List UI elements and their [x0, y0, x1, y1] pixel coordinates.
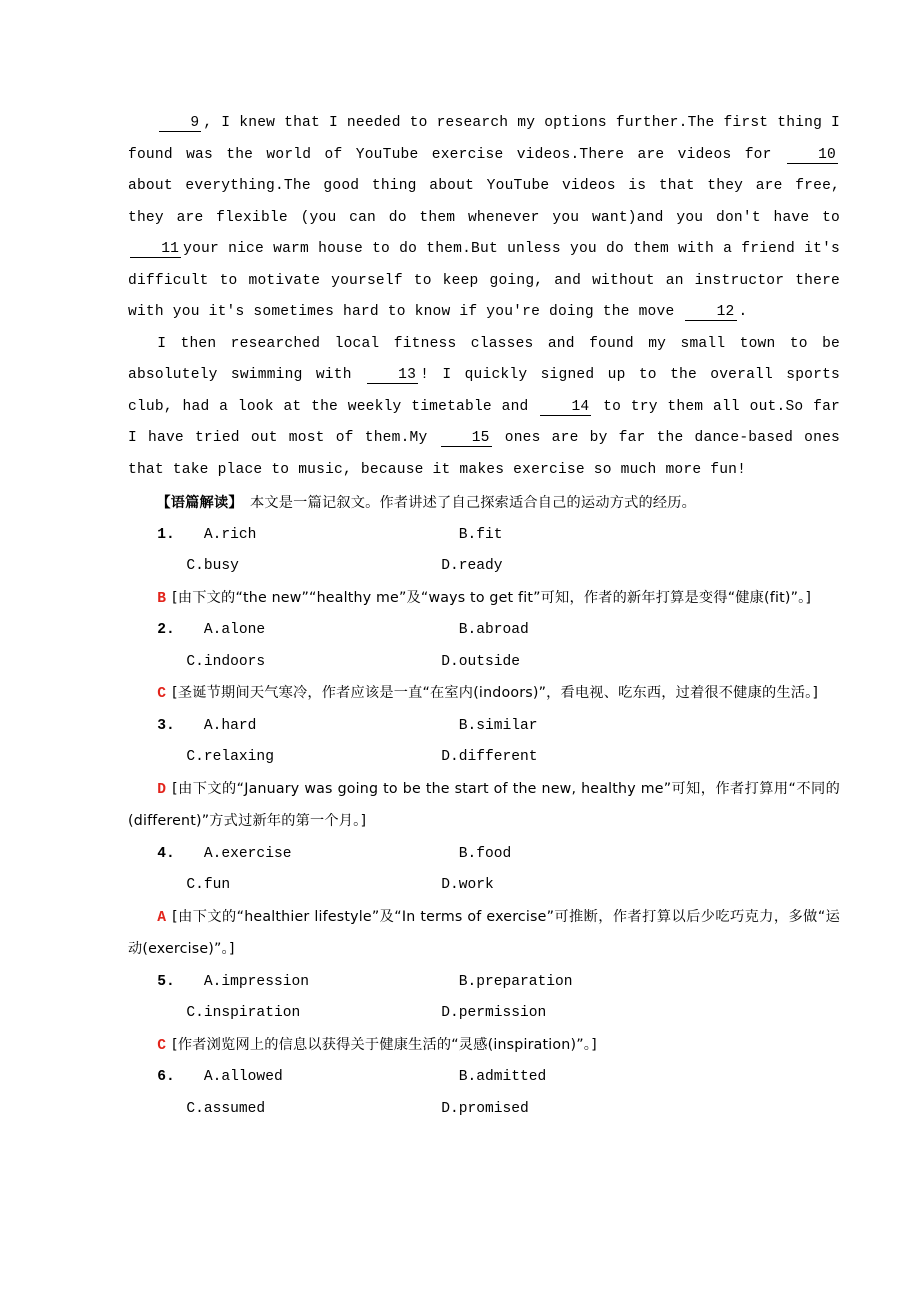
blank-10: 10	[787, 147, 838, 164]
question-3-options-row-2	[128, 742, 840, 774]
question-1-explanation: [由下文的“the new”“healthy me”及“ways to get fit”可知，作者的新年打算是变得“健康(fit)”。]	[172, 589, 812, 606]
question-2-option-d[interactable]: D.outside	[441, 653, 521, 670]
question-1-option-c[interactable]: C.busy	[186, 558, 239, 574]
question-6-options-row-2	[128, 1094, 840, 1126]
question-4-options-row-2	[128, 870, 840, 902]
question-1-option-a[interactable]: A.rich	[203, 526, 257, 543]
question-1-answer-block	[128, 583, 840, 616]
question-3-options-row-1	[128, 711, 840, 743]
question-2-answer-block	[128, 678, 840, 711]
question-1-answer: B	[157, 590, 167, 607]
blank-15: 15	[441, 430, 492, 447]
question-1-option-b[interactable]: B.fit	[458, 526, 503, 543]
passage-paragraph-2	[128, 329, 840, 487]
question-2-option-b[interactable]: B.abroad	[458, 622, 529, 638]
question-6-option-d[interactable]: D.promised	[441, 1100, 529, 1117]
passage-analysis	[128, 488, 840, 520]
question-2-explanation: [圣诞节期间天气寒冷，作者应该是一直“在室内(indoors)”，看电视、吃东西，过着很不健康的生活。]	[172, 685, 819, 701]
passage-text-2a: I then researched local fitness classes and found my small town to be absolutely swimming with	[128, 335, 840, 383]
blank-14: 14	[540, 399, 591, 416]
question-6-option-a[interactable]: A.allowed	[203, 1069, 283, 1085]
question-2-number: 2.	[157, 622, 175, 638]
question-3-option-c[interactable]: C.relaxing	[186, 749, 274, 765]
question-4-answer: A	[157, 909, 167, 926]
blank-9: 9	[159, 115, 201, 132]
passage-text-1c: your nice warm house to do them.But unless you do them with a friend it's difficult to motivate yourself to keep going, and without an instructor there with you it's sometimes hard to know if you're doing the move	[128, 241, 840, 320]
question-4-explanation: [由下文的“healthier lifestyle”及“In terms of exercise”可推断，作者打算以后少吃巧克力，多做“运动(exercise)”。]	[128, 908, 840, 957]
question-4-options-row-1	[128, 839, 840, 871]
question-5-answer: C	[157, 1037, 167, 1054]
blank-12: 12	[685, 304, 736, 321]
question-5-options-row-2	[128, 998, 840, 1030]
question-2-options-row-1	[128, 615, 840, 647]
question-3-answer-block	[128, 774, 840, 839]
question-5-option-d[interactable]: D.permission	[441, 1005, 547, 1021]
question-6-option-b[interactable]: B.admitted	[458, 1069, 547, 1085]
question-5-options-row-1	[128, 967, 840, 999]
question-5-number: 5.	[157, 973, 175, 990]
question-4-number: 4.	[157, 845, 175, 862]
analysis-text: 本文是一篇记叙文。作者讲述了自己探索适合自己的运动方式的经历。	[250, 495, 697, 511]
question-1-number: 1.	[157, 526, 175, 543]
question-3-option-d[interactable]: D.different	[441, 749, 538, 765]
question-2-option-c[interactable]: C.indoors	[186, 653, 266, 670]
question-5-explanation: [作者浏览网上的信息以获得关于健康生活的“灵感(inspiration)”。]	[172, 1036, 597, 1053]
question-2-answer: C	[157, 686, 167, 702]
question-1-options-row-2	[128, 551, 840, 583]
passage-paragraph-1	[128, 108, 840, 329]
passage-text-1a: , I knew that I needed to research my options further.The first thing I found was the world of YouTube exercise videos.There are videos for	[128, 115, 840, 163]
question-2-option-a[interactable]: A.alone	[203, 622, 266, 638]
question-4-answer-block	[128, 902, 840, 967]
question-3-explanation: [由下文的“January was going to be the start of the new, healthy me”可知，作者打算用“不同的(different)”方式过新年的第一个月。]	[128, 780, 840, 829]
question-5-option-c[interactable]: C.inspiration	[186, 1005, 301, 1021]
question-4-option-a[interactable]: A.exercise	[203, 845, 292, 862]
blank-11: 11	[130, 241, 181, 258]
question-4-option-b[interactable]: B.food	[458, 845, 512, 862]
question-5-answer-block	[128, 1030, 840, 1063]
blank-13: 13	[367, 367, 418, 384]
question-6-option-c[interactable]: C.assumed	[186, 1100, 266, 1117]
passage-text-2c: to try them all out.So far I have tried out most of them.My	[128, 398, 840, 446]
question-4-option-d[interactable]: D.work	[441, 877, 494, 893]
question-3-number: 3.	[157, 717, 175, 734]
passage-text-1b: about everything.The good thing about YouTube videos is that they are free, they are flexible (you can do them whenever you want)and you don't have to	[128, 178, 840, 226]
question-3-answer: D	[157, 781, 167, 798]
question-4-option-c[interactable]: C.fun	[186, 877, 231, 893]
passage-text-2b: ! I quickly signed up to the overall sports club, had a look at the weekly timetable and	[128, 367, 840, 415]
question-1-options-row-1	[128, 520, 840, 552]
analysis-label: 【语篇解读】	[156, 495, 236, 511]
question-1-option-d[interactable]: D.ready	[441, 558, 503, 574]
question-6-options-row-1	[128, 1062, 840, 1094]
question-3-option-b[interactable]: B.similar	[458, 717, 538, 734]
question-6-number: 6.	[157, 1069, 175, 1085]
passage-text-1d: .	[738, 304, 748, 320]
question-5-option-b[interactable]: B.preparation	[458, 973, 573, 990]
question-3-option-a[interactable]: A.hard	[203, 717, 257, 734]
question-5-option-a[interactable]: A.impression	[203, 973, 309, 990]
document-content	[128, 108, 840, 1125]
question-2-options-row-2	[128, 647, 840, 679]
passage-text-2d: ones are by far the dance-based ones that take place to music, because it makes exercise so much more fun!	[128, 430, 840, 478]
